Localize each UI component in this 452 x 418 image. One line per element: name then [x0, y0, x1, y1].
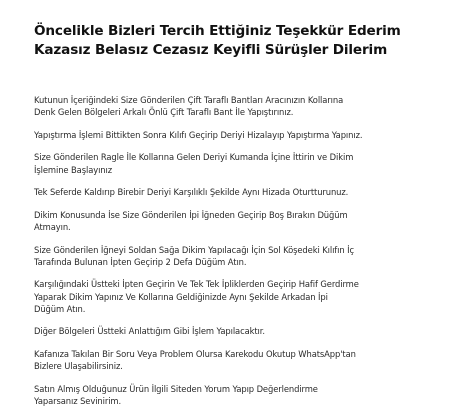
- paragraph-2: [34, 129, 426, 141]
- paragraph-line: Satın Almış Olduğunuz Ürün İlgili Siteden Yorum Yapıp Değerlendirme: [34, 383, 318, 394]
- paragraph-10: [34, 383, 426, 407]
- paragraph-line: Size Gönderilen Ragle İle Kollarına Gelen Deriyi Kumanda İçine İttirin ve Dikim: [34, 152, 354, 163]
- paragraph-line: Kutunun İçeriğindeki Size Gönderilen Çift Taraflı Bantları Aracınızın Kollarına: [34, 95, 344, 105]
- paragraph-line: Kafanıza Takılan Bir Soru Veya Problem Olursa Karekodu Okutup WhatsApp'tan: [34, 348, 356, 359]
- paragraph-9: [34, 348, 426, 372]
- paragraph-line: Dikim Konusunda İse Size Gönderilen İpi İğneden Geçirip Boş Bırakın Düğüm: [34, 209, 348, 220]
- title-line-1: Öncelikle Bizleri Tercih Ettiğiniz Teşekkür Ederim: [34, 23, 401, 39]
- paragraph-line: Düğüm Atın.: [34, 303, 86, 314]
- paragraph-line: Yaparak Dikim Yapınız Ve Kollarına Geldiğinizde Aynı Şekilde Arkadan İpi: [34, 291, 328, 302]
- paragraph-line: İşlemine Başlayınız: [34, 164, 113, 175]
- paragraph-line: Bizlere Ulaşabilirsiniz.: [34, 361, 123, 372]
- paragraph-4: [34, 186, 426, 198]
- paragraph-7: [34, 278, 426, 315]
- paragraph-line: Yaparsanız Sevinirim.: [34, 395, 122, 406]
- paragraph-6: [34, 244, 426, 268]
- paragraph-line: Size Gönderilen İğneyi Soldan Sağa Dikim Yapılacağı İçin Sol Köşedeki Kılıfın İç: [34, 244, 355, 255]
- title-line-2: Kazasız Belasız Cezasız Keyifli Sürüşler Dilerim: [34, 42, 388, 58]
- paragraph-line: Tarafında Bulunan İpten Geçirip 2 Defa Düğüm Atın.: [34, 256, 247, 267]
- paragraph-line: Atmayın.: [34, 221, 71, 232]
- paragraph-line: Tek Seferde Kaldırıp Birebir Deriyi Karşılıklı Şekilde Aynı Hizada Oturtturunuz.: [34, 187, 349, 198]
- instructions-body: [34, 94, 426, 418]
- document-title: [34, 22, 426, 60]
- paragraph-3: [34, 151, 426, 175]
- paragraph-1: [34, 94, 426, 118]
- paragraph-line: Karşılığındaki Üstteki İpten Geçirin Ve Tek Tek İpliklerden Geçirip Hafif Gerdirme: [34, 279, 359, 290]
- paragraph-line: Yapıştırma İşlemi Bittikten Sonra Kılıfı Geçirip Deriyi Hizalayıp Yapıştırma Yapınız.: [34, 129, 363, 140]
- instruction-document: [34, 22, 426, 406]
- paragraph-line: Diğer Bölgeleri Üstteki Anlattığım Gibi İşlem Yapılacaktır.: [34, 326, 265, 337]
- paragraph-line: Denk Gelen Bölgeleri Arkalı Önlü Çift Taraflı Bant İle Yapıştırınız.: [34, 107, 294, 118]
- paragraph-8: [34, 325, 426, 337]
- paragraph-5: [34, 209, 426, 233]
